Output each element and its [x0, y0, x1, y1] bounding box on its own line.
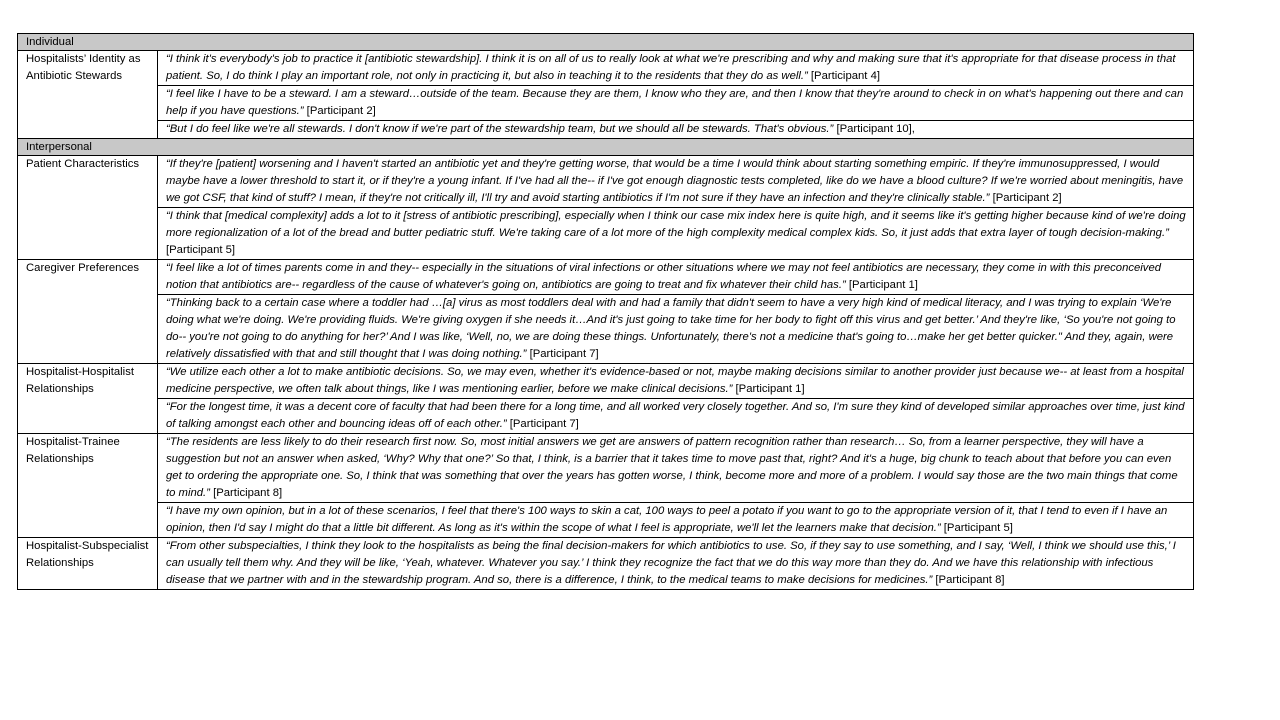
quote-text: “I have my own opinion, but in a lot of these scenarios, I feel that there's 100 ways to skin a cat, 100 ways to peel a potato if you want to go to the appropriate version of it, that I tend to even if I have an opinion, then I'd say I might do that a little bit different. As long as it's within the scope of what I feel is appropriate, we'll let the learners make that decision.” [166, 505, 1168, 534]
category-cell: Hospitalist-Trainee Relationships [18, 434, 158, 538]
quote-cell [158, 538, 1194, 590]
quote-text: “If they're [patient] worsening and I haven't started an antibiotic yet and they're getting worse, that would be a time I would think about starting something empiric. If they're immunosuppressed, I would maybe have a lower threshold to start it, or if they're a young infant. If I've had all the-- if I've got enough diagnostic tests completed, like do we have a blood culture? If we're worried about meningitis, have we got CSF, that kind of stuff? I mean, if they're not critically ill, I'll try and avoid starting antibiotics if I'm not sure if they have an infection and they're clinically stable.” [166, 158, 1184, 204]
table-row [18, 121, 1194, 139]
section-header-interpersonal: Interpersonal [18, 139, 1194, 156]
table-row [18, 86, 1194, 121]
quote-cell [158, 121, 1194, 139]
quote-cell [158, 434, 1194, 503]
quote-text: “We utilize each other a lot to make antibiotic decisions. So, we may even, whether it's evidence-based or not, maybe making decisions similar to another provider just because we-- at least from a hospital medicine perspective, we often talk about things, like I was mentioning earlier, before we make clinical decisions.” [166, 366, 1184, 395]
participant-tag: [Participant 8] [209, 487, 283, 499]
table-row [18, 434, 1194, 503]
quote-cell [158, 156, 1194, 208]
quote-text: “I think it's everybody's job to practice it [antibiotic stewardship]. I think it is on all of us to really look at what we're prescribing and why and making sure that it's appropriate for that disease process in that patient. So, I do think I play an important role, not only in practicing it, but also in teaching it to the residents that they do as well.” [166, 53, 1176, 82]
table-row [18, 260, 1194, 295]
table-row [18, 364, 1194, 399]
participant-tag: [Participant 1] [845, 279, 918, 291]
participant-tag: [Participant 2] [989, 192, 1062, 204]
quote-cell [158, 503, 1194, 538]
quote-cell [158, 364, 1194, 399]
table-row [18, 51, 1194, 86]
quote-cell [158, 295, 1194, 364]
quote-text: “The residents are less likely to do their research first now. So, most initial answers we get are answers of pattern recognition rather than research… So, from a learner perspective, they will have a suggestion but not an answer when asked, ‘Why? Why that one?’ So that, I think, is a barrier that it takes time to move past that, right? And it's a huge, big chunk to teach about that before you can even get to ordering the appropriate one. So, I think that was something that over the years has gotten worse, I think, become more and more of a problem. I would say those are the two main things that come to mind.” [166, 436, 1178, 499]
participant-tag: [Participant 5] [940, 522, 1013, 534]
section-header-row [18, 34, 1194, 51]
category-cell: Caregiver Preferences [18, 260, 158, 364]
table-row [18, 399, 1194, 434]
participant-tag: [Participant 7] [506, 418, 579, 430]
quote-text: “Thinking back to a certain case where a toddler had …[a] virus as most toddlers deal with and had a family that didn't seem to have a very high kind of medical literacy, and I was trying to explain ‘We're doing what we're doing. We're providing fluids. We're giving oxygen if she needs it…And it's just going to take time for her body to fight off this virus and get better.’ And they're like, ‘So you're not going to do-- you're not going to do anything for her?’ And I was like, ‘Well, no, we are doing these things. Unfortunately, there's not a medicine that's going to…make her get better quicker." And they, again, were relatively dissatisfied with that and still thought that I was doing nothing.” [166, 297, 1176, 360]
quote-cell [158, 208, 1194, 260]
category-cell: Hospitalist-Hospitalist Relationships [18, 364, 158, 434]
quote-text: “I think that [medical complexity] adds a lot to it [stress of antibiotic prescribing], especially when I think our case mix index here is quite high, and it seems like it's getting higher because kind of we're doing more regionalization of a lot of the bread and butter pediatric stuff. We're taking care of a lot more of the high complexity medical complex kids. So, it just adds that extra layer of tough decision-making.” [166, 210, 1186, 239]
quote-text: “I feel like I have to be a steward. I am a steward…outside of the team. Because they are them, I know who they are, and then I know that they're around to check in on what's happening out there and can help if you have questions.” [166, 88, 1184, 117]
category-cell: Hospitalists’ Identity as Antibiotic Stewards [18, 51, 158, 139]
table-row [18, 156, 1194, 208]
participant-tag: [Participant 5] [166, 244, 236, 256]
section-header-individual: Individual [18, 34, 1194, 51]
quote-text: “From other subspecialties, I think they look to the hospitalists as being the final decision-makers for which antibiotics to use. So, if they say to use something, and I say, ‘Well, I think we should use this,’ I can usually tell them why. And they will be like, ‘Yeah, whatever. Whatever you say.’ I think they recognize the fact that we do this way more than they do. And we have this relationship with infectious disease that we partner with and in the stewardship program. And so, there is a difference, I think, to the medical teams to make decisions for medicines.” [166, 540, 1176, 586]
participant-tag: [Participant 8] [932, 574, 1005, 586]
quote-cell [158, 51, 1194, 86]
quote-cell [158, 260, 1194, 295]
table-row [18, 295, 1194, 364]
quote-cell [158, 399, 1194, 434]
participant-tag: [Participant 1] [732, 383, 805, 395]
section-header-row [18, 139, 1194, 156]
themes-quotes-table [17, 33, 1194, 590]
quote-cell [158, 86, 1194, 121]
participant-tag: [Participant 7] [526, 348, 599, 360]
quote-text: “I feel like a lot of times parents come in and they-- especially in the situations of viral infections or other situations where we may not feel antibiotics are necessary, they come in with this preconceived notion that antibiotics are-- regardless of the cause of whatever's going on, antibiotics are going to treat and fix whatever their child has.” [166, 262, 1162, 291]
quote-text: “But I do feel like we're all stewards. I don't know if we're part of the stewardship team, but we should all be stewards. That's obvious.” [166, 123, 834, 135]
table-row [18, 208, 1194, 260]
participant-tag: [Participant 4] [807, 70, 880, 82]
category-cell: Hospitalist-Subspecialist Relationships [18, 538, 158, 590]
category-cell: Patient Characteristics [18, 156, 158, 260]
participant-tag: [Participant 10], [833, 123, 915, 135]
table-row [18, 503, 1194, 538]
participant-tag: [Participant 2] [303, 105, 376, 117]
table-row [18, 538, 1194, 590]
quote-text: “For the longest time, it was a decent core of faculty that had been there for a long time, and all worked very closely together. And so, I'm sure they kind of developed similar approaches over time, just kind of talking amongst each other and bouncing ideas off of each other.” [166, 401, 1185, 430]
